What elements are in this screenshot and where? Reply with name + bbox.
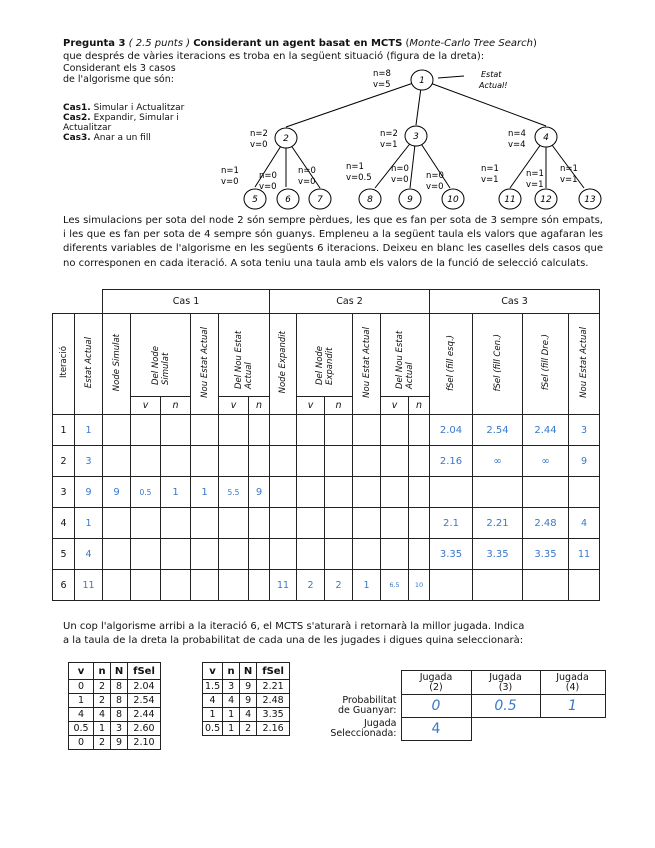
svg-text:n=0: n=0: [259, 171, 277, 181]
case-1: Cas1. Simular i Actualitzar: [63, 103, 185, 113]
svg-text:Actual!: Actual!: [479, 81, 508, 90]
cell-c1_n: [161, 508, 191, 539]
cell-c1_nv: [219, 446, 249, 477]
svg-text:n=4: n=4: [508, 129, 526, 139]
table-cell: 3: [111, 722, 128, 736]
cell-c2_n: 2: [325, 570, 353, 601]
header-iteracio: Iteració: [58, 346, 69, 379]
cell-c2_nv: [381, 446, 409, 477]
cell-c1_node: [103, 539, 131, 570]
table-cell: 2.21: [257, 680, 290, 694]
svg-text:v=1: v=1: [380, 140, 398, 150]
cell-c1_v: [131, 570, 161, 601]
cell-f_esq: 2.16: [430, 446, 473, 477]
table-cell: 9: [111, 736, 128, 750]
table-row: [69, 722, 161, 736]
cell-c2_n: [325, 415, 353, 446]
cell-c1_nv: 5.5: [219, 477, 249, 508]
table-row: [203, 694, 290, 708]
cell-c2_nou: [353, 477, 381, 508]
svg-text:v=0.5: v=0.5: [346, 173, 372, 183]
cell-c2_v: [297, 539, 325, 570]
table-row: [53, 508, 600, 539]
table-row: [53, 570, 600, 601]
cell-c2_node: [270, 477, 297, 508]
table-cell: 2.48: [257, 694, 290, 708]
header-estat-actual: Estat Actual: [83, 336, 94, 389]
svg-text:n=2: n=2: [250, 129, 268, 139]
table-cell: 1.5: [203, 680, 223, 694]
header-del-nou-estat-c1: Del Nou Estat Actual: [234, 330, 254, 389]
fsel-table-left: v n N fSel 0 2 8 2.04 1 2 8 2.54 4 4 8 2.44 0.5 1 3 2.60 0 2 9 2.10: [68, 662, 161, 750]
cell-c2_n: [325, 539, 353, 570]
group-cas2: Cas 2: [270, 290, 430, 314]
header-nou-estat-actual-c2: Nou Estat Actual: [361, 327, 372, 398]
cell-f_cen: 2.21: [473, 508, 523, 539]
mcts-full-name: Monte-Carlo Tree Search: [409, 38, 533, 49]
cell-c3_nou: [569, 570, 600, 601]
table-cell: 4: [69, 708, 94, 722]
svg-text:n=1: n=1: [560, 164, 578, 174]
header-node-simulat: Node Simulat: [111, 333, 122, 392]
prob-jugada-2: 0: [401, 695, 471, 718]
tree-node-2: 2: [283, 134, 289, 144]
table-cell: 2: [94, 680, 111, 694]
table-cell: 1: [94, 722, 111, 736]
table-row: [69, 680, 161, 694]
cell-c2_nou: 1: [353, 570, 381, 601]
question-number: Pregunta 3: [63, 38, 126, 49]
table-cell: 1: [223, 708, 240, 722]
cell-c2_nn: 10: [409, 570, 430, 601]
tree-node-5: 5: [252, 195, 258, 205]
tree-node-4: 4: [543, 133, 549, 143]
cell-it: 2: [53, 446, 75, 477]
cell-c2_n: [325, 477, 353, 508]
mcts-tree-figure: [210, 62, 610, 212]
cell-f_dre: [523, 570, 569, 601]
question-header: Pregunta 3 ( 2.5 punts ) Considerant un agent basat en MCTS (Monte-Carlo Tree Search) que després de vàries iteracions es troba en la següent situació (figura de la dreta):: [63, 38, 537, 62]
svg-text:v=0: v=0: [221, 177, 239, 187]
cell-c2_node: 11: [270, 570, 297, 601]
cell-c1_nv: [219, 415, 249, 446]
tree-root-n: n=8: [373, 69, 391, 79]
jugada-table: [313, 670, 606, 741]
svg-text:n=1: n=1: [221, 166, 239, 176]
cell-c1_nn: 9: [249, 477, 270, 508]
tree-node-8: 8: [367, 195, 373, 205]
header-del-node-simulat: Del Node Simulat: [150, 345, 171, 385]
header-fsel-cen: fSel (fill Cen.): [492, 333, 503, 392]
tree-node-7: 7: [317, 195, 323, 205]
svg-text:n=0: n=0: [298, 166, 316, 176]
table-cell: 2: [94, 736, 111, 750]
table-cell: 8: [111, 694, 128, 708]
table-cell: 2.04: [128, 680, 161, 694]
cell-it: 3: [53, 477, 75, 508]
cell-c2_nv: 6.5: [381, 570, 409, 601]
cell-f_cen: 2.54: [473, 415, 523, 446]
svg-text:v=0: v=0: [391, 175, 409, 185]
cell-c1_n: [161, 446, 191, 477]
jugada-4-header: Jugada (4): [540, 671, 605, 695]
cell-estat: 4: [75, 539, 103, 570]
cell-c3_nou: [569, 477, 600, 508]
cell-c1_nn: [249, 508, 270, 539]
cell-f_cen: 3.35: [473, 539, 523, 570]
cell-c2_v: 2: [297, 570, 325, 601]
prob-label: Probabilitat de Guanyar:: [337, 695, 397, 716]
group-cas3: Cas 3: [430, 290, 600, 314]
cell-c2_nn: [409, 446, 430, 477]
svg-text:n=1: n=1: [526, 169, 544, 179]
table-cell: 1: [69, 694, 94, 708]
group-cas1: Cas 1: [103, 290, 270, 314]
cell-c1_node: [103, 415, 131, 446]
tree-root-note: Estat: [481, 70, 502, 79]
svg-text:v=0: v=0: [426, 182, 444, 192]
cell-it: 4: [53, 508, 75, 539]
cell-c1_v: [131, 539, 161, 570]
jugada-3-header: Jugada (3): [471, 671, 540, 695]
svg-text:v=1: v=1: [526, 180, 544, 190]
cell-c1_n: [161, 415, 191, 446]
svg-text:v=4: v=4: [508, 140, 526, 150]
header-nou-estat-actual-c1: Nou Estat Actual: [199, 327, 210, 398]
svg-text:v=1: v=1: [481, 175, 499, 185]
cell-c2_nv: [381, 415, 409, 446]
table-cell: 2.54: [128, 694, 161, 708]
cell-c2_nv: [381, 508, 409, 539]
table-cell: 4: [240, 708, 257, 722]
cell-estat: 11: [75, 570, 103, 601]
table-cell: 9: [240, 680, 257, 694]
cases-intro: Considerant els 3 casos de l'algorisme que són:: [63, 63, 176, 85]
svg-text:n=1: n=1: [346, 162, 364, 172]
cell-f_cen: [473, 570, 523, 601]
header-fsel-dre: fSel (fill Dre.): [540, 334, 551, 391]
tree-node-12: 12: [540, 195, 552, 205]
table-cell: 0: [69, 736, 94, 750]
cell-c1_nn: [249, 539, 270, 570]
table-cell: 3: [223, 680, 240, 694]
svg-text:v=0: v=0: [259, 182, 277, 192]
cell-c2_v: [297, 446, 325, 477]
tree-node-13: 13: [584, 195, 596, 205]
case-2: Cas2. Expandir, Simular i Actualitzar: [63, 113, 179, 133]
cell-it: 6: [53, 570, 75, 601]
cell-estat: 1: [75, 415, 103, 446]
cell-c2_nn: [409, 508, 430, 539]
cell-c2_n: [325, 446, 353, 477]
cell-c1_node: [103, 446, 131, 477]
cell-f_cen: [473, 477, 523, 508]
selected-jugada: 4: [401, 718, 471, 741]
table-cell: 8: [111, 708, 128, 722]
cell-c1_n: [161, 539, 191, 570]
tree-root-v: v=5: [373, 80, 391, 90]
cell-c2_v: [297, 415, 325, 446]
prob-jugada-4: 1: [540, 695, 605, 718]
table-row: [69, 694, 161, 708]
cell-c3_nou: 4: [569, 508, 600, 539]
table-row: [69, 736, 161, 750]
cell-c2_nn: [409, 477, 430, 508]
cell-c1_v: [131, 446, 161, 477]
cell-c2_node: [270, 539, 297, 570]
cell-c2_nn: [409, 415, 430, 446]
cell-f_esq: [430, 570, 473, 601]
cell-c2_node: [270, 446, 297, 477]
cell-estat: 9: [75, 477, 103, 508]
cell-c1_nou: [191, 415, 219, 446]
cell-f_dre: [523, 477, 569, 508]
table-cell: 0.5: [203, 722, 223, 736]
table-row: [203, 680, 290, 694]
tree-node-3: 3: [413, 132, 419, 142]
cell-c1_v: [131, 415, 161, 446]
table-cell: 0.5: [69, 722, 94, 736]
cell-f_esq: [430, 477, 473, 508]
tree-node-1: 1: [419, 76, 425, 86]
fsel-table-right: v n N fSel 1.5 3 9 2.21 4 4 9 2.48 1 1 4 3.35 0.5 1 2 2.16: [202, 662, 290, 736]
cell-it: 1: [53, 415, 75, 446]
svg-text:n=2: n=2: [380, 129, 398, 139]
cell-c1_nn: [249, 415, 270, 446]
cell-f_dre: 2.48: [523, 508, 569, 539]
svg-text:n=0: n=0: [426, 171, 444, 181]
svg-text:v=1: v=1: [560, 175, 578, 185]
cell-c1_nou: [191, 508, 219, 539]
table-row: [53, 477, 600, 508]
cell-c2_nn: [409, 539, 430, 570]
header-fsel-esq: fSel (fill esq.): [446, 334, 456, 391]
cell-c1_nn: [249, 570, 270, 601]
tree-node-11: 11: [504, 195, 516, 205]
cell-f_esq: 3.35: [430, 539, 473, 570]
tree-node-9: 9: [407, 195, 413, 205]
cell-c2_nou: [353, 446, 381, 477]
table-cell: 0: [69, 680, 94, 694]
final-question: Un cop l'algorisme arribi a la iteració 6, el MCTS s'aturarà i retornarà la millor jugada. Indica a la taula de la dreta la probabilitat de cada una de les jugades i digues quina seleccionarà:: [63, 621, 525, 646]
table-row: [69, 708, 161, 722]
prob-jugada-3: 0.5: [471, 695, 540, 718]
question-title: Considerant un agent basat en MCTS: [193, 38, 403, 49]
table-cell: 1: [203, 708, 223, 722]
table-cell: 8: [111, 680, 128, 694]
cell-c1_node: [103, 570, 131, 601]
cell-c1_nv: [219, 539, 249, 570]
instructions-paragraph: Les simulacions per sota del node 2 són sempre pèrdues, les que es fan per sota de 3 sempre són empats, i les que es fan per sota de 4 sempre són guanys. Empleneu a la següent taula els valors que agafaran les diferents variables de l'algorisme en les següents 6 iteracions. Deixeu en blanc les caselles dels casos que no corresponen en cada iteració. A sota teniu una taula amb els valors de la funció de selecció calculats.: [63, 215, 603, 269]
tree-node-10: 10: [447, 195, 459, 205]
table-cell: 2.44: [128, 708, 161, 722]
svg-text:n=0: n=0: [391, 164, 409, 174]
cell-c1_nn: [249, 446, 270, 477]
cell-c1_n: [161, 570, 191, 601]
cell-c2_node: [270, 508, 297, 539]
cell-c1_v: 0.5: [131, 477, 161, 508]
table-cell: 4: [223, 694, 240, 708]
cell-c2_v: [297, 508, 325, 539]
table-cell: 2: [240, 722, 257, 736]
header-nou-estat-actual-c3: Nou Estat Actual: [579, 327, 589, 398]
table-cell: 2.60: [128, 722, 161, 736]
case-3: Cas3. Anar a un fill: [63, 133, 151, 143]
cell-f_esq: 2.1: [430, 508, 473, 539]
tree-node-6: 6: [285, 195, 291, 205]
table-cell: 9: [240, 694, 257, 708]
cell-c3_nou: 3: [569, 415, 600, 446]
table-row: [203, 708, 290, 722]
table-cell: 2: [94, 694, 111, 708]
table-cell: 1: [223, 722, 240, 736]
table-row: [53, 415, 600, 446]
table-cell: 2.10: [128, 736, 161, 750]
table-row: [53, 446, 600, 477]
table-row: [53, 539, 600, 570]
cell-c1_nou: 1: [191, 477, 219, 508]
cell-c2_nv: [381, 477, 409, 508]
header-node-expandit: Node Expandit: [278, 331, 288, 394]
cell-c1_v: [131, 508, 161, 539]
cell-c3_nou: 11: [569, 539, 600, 570]
cell-c1_node: [103, 508, 131, 539]
cell-f_esq: 2.04: [430, 415, 473, 446]
header-del-node-expandit: Del Node Expandit: [314, 345, 335, 385]
cell-c2_node: [270, 415, 297, 446]
cell-c1_nv: [219, 508, 249, 539]
svg-text:v=0: v=0: [250, 140, 268, 150]
cell-c2_nou: [353, 415, 381, 446]
table-cell: 2.16: [257, 722, 290, 736]
cell-c2_nou: [353, 508, 381, 539]
table-cell: 3.35: [257, 708, 290, 722]
question-points: ( 2.5 punts ): [128, 38, 191, 49]
cell-c1_nou: [191, 539, 219, 570]
iterations-table: Cas 1 Cas 2 Cas 3 Iteració Estat Actual Node Simulat Del Node Simulat Nou Estat Actual Del Nou Estat Actual Node Expandit Del Node Expandit Nou Estat Actual Del Nou Estat Actual fSel (fill esq.) fSel (fill Cen.) fSel (fill Dre.) Nou Estat Actual v n v n v n v n 1 1 2.04 2.54 2.44 3 2 3 2.16 ∞ ∞ 9 3 9 9 0.5 1 1 5.5 9 4 1 2.1 2.21 2.48 4 5 4 3.35 3.35 3.35 11 6 11 11 2 2 1 6.5 10: [52, 289, 600, 601]
question-line2: que després de vàries iteracions es troba en la següent situació (figura de la dreta):: [63, 51, 485, 62]
cell-c1_nou: [191, 570, 219, 601]
table-cell: 4: [94, 708, 111, 722]
cases-list: [63, 103, 206, 143]
cell-c1_nou: [191, 446, 219, 477]
cell-c2_n: [325, 508, 353, 539]
svg-text:n=1: n=1: [481, 164, 499, 174]
cell-f_cen: ∞: [473, 446, 523, 477]
cell-c1_n: 1: [161, 477, 191, 508]
cell-c2_nv: [381, 539, 409, 570]
cell-f_dre: ∞: [523, 446, 569, 477]
table-row: [203, 722, 290, 736]
sel-label: Jugada Seleccionada:: [330, 718, 397, 739]
cell-c1_node: 9: [103, 477, 131, 508]
cell-c1_nv: [219, 570, 249, 601]
header-del-nou-estat-c2: Del Nou Estat Actual: [395, 330, 415, 389]
cell-estat: 3: [75, 446, 103, 477]
table-cell: 4: [203, 694, 223, 708]
jugada-2-header: Jugada (2): [401, 671, 471, 695]
cell-estat: 1: [75, 508, 103, 539]
cell-it: 5: [53, 539, 75, 570]
cell-f_dre: 3.35: [523, 539, 569, 570]
cell-c3_nou: 9: [569, 446, 600, 477]
svg-text:v=0: v=0: [298, 177, 316, 187]
cell-c2_nou: [353, 539, 381, 570]
cell-c2_v: [297, 477, 325, 508]
cell-f_dre: 2.44: [523, 415, 569, 446]
